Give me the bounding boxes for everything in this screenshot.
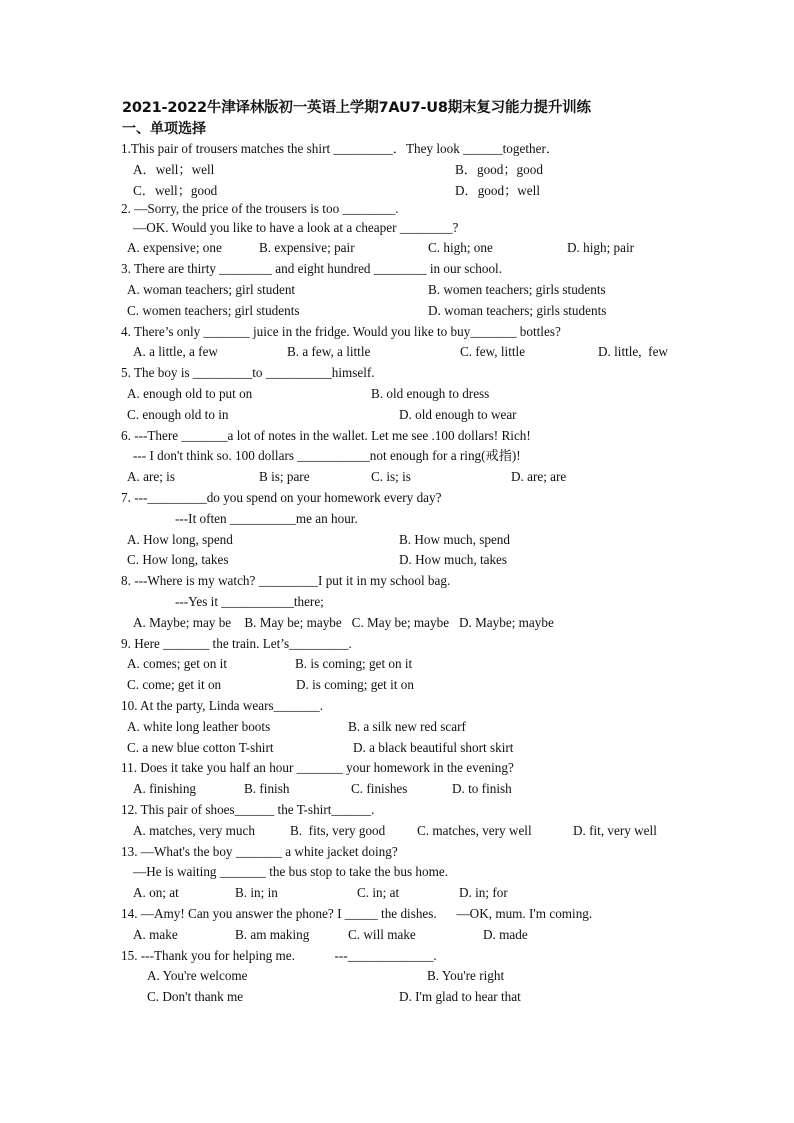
question-line: C. Don't thank me (147, 989, 244, 1004)
question-line: C. women teachers; girl students (127, 303, 300, 318)
question-line: D. to finish (452, 781, 512, 796)
question-line: C. come; get it on (127, 677, 222, 692)
question-line: A. matches, very much (133, 823, 255, 838)
question-line: C. How long, takes (127, 552, 229, 567)
question-line: A. white long leather boots (127, 719, 271, 734)
question-line: B. a few, a little (287, 344, 371, 359)
question-line: D. little, few (598, 344, 668, 359)
question-line: --- I don't think so. 100 dollars ___________not enough for a ring(戒指)! (133, 448, 521, 463)
question-line: D. is coming; get it on (296, 677, 414, 692)
question-line: D. old enough to wear (399, 407, 517, 422)
question-line: B. finish (244, 781, 290, 796)
question-line: 4. There’s only _______ juice in the fridge. Would you like to buy_______ bottles? (121, 324, 561, 339)
question-line: 14. —Amy! Can you answer the phone? I _____ the dishes. —OK, mum. I'm coming. (121, 906, 593, 921)
question-line: B. is coming; get on it (295, 656, 413, 671)
question-line: A. comes; get on it (127, 656, 227, 671)
question-line: A. Maybe; may be B. May be; maybe C. May be; maybe D. Maybe; maybe (133, 615, 554, 630)
question-line: C. finishes (351, 781, 408, 796)
question-line: D. woman teachers; girls students (428, 303, 607, 318)
question-line: 12. This pair of shoes______ the T-shirt______. (121, 802, 375, 817)
question-line: 10. At the party, Linda wears_______. (121, 698, 324, 713)
question-line: D. a black beautiful short skirt (353, 740, 514, 755)
question-line: 6. ---There _______a lot of notes in the wallet. Let me see .100 dollars! Rich! (121, 428, 531, 443)
question-line: A. expensive; one (127, 240, 222, 255)
question-line: A．well；well (133, 162, 215, 177)
question-line: C. few, little (460, 344, 526, 359)
question-line: D. How much, takes (399, 552, 508, 567)
question-line: C. enough old to in (127, 407, 229, 422)
question-line: A. enough old to put on (127, 386, 253, 401)
question-line: D. made (483, 927, 528, 942)
question-line: D. are; are (511, 469, 567, 484)
question-line: B. fits, very good (290, 823, 386, 838)
question-line: C. is; is (371, 469, 411, 484)
question-line: B．good；good (455, 162, 543, 177)
question-line: A. How long, spend (127, 532, 233, 547)
question-line: B. in; in (235, 885, 278, 900)
question-line: B. am making (235, 927, 310, 942)
question-line: C. will make (348, 927, 416, 942)
question-line: B. women teachers; girls students (428, 282, 606, 297)
question-line: —He is waiting _______ the bus stop to take the bus home. (133, 864, 448, 879)
question-line: ---It often __________me an hour. (175, 511, 358, 526)
question-line: 7. ---_________do you spend on your homework every day? (121, 490, 442, 505)
question-line: D．good；well (455, 183, 540, 198)
question-line: 1.This pair of trousers matches the shirt _________．They look ______together． (121, 141, 560, 156)
question-line: A. a little, a few (133, 344, 218, 359)
question-line: C. a new blue cotton T-shirt (127, 740, 274, 755)
question-line: B. You're right (427, 968, 505, 983)
question-line: A. You're welcome (147, 968, 248, 983)
question-line: A. finishing (133, 781, 197, 796)
question-line: D. fit, very well (573, 823, 657, 838)
question-line: 2. —Sorry, the price of the trousers is too ________. (121, 201, 399, 216)
question-line: C. in; at (357, 885, 400, 900)
question-line: D. I'm glad to hear that (399, 989, 521, 1004)
question-line: B. expensive; pair (259, 240, 355, 255)
question-line: 8. ---Where is my watch? _________I put it in my school bag. (121, 573, 451, 588)
question-line: A. on; at (133, 885, 179, 900)
document-title: 2021-2022牛津译林版初一英语上学期7AU7-U8期末复习能力提升训练 (122, 100, 591, 116)
question-line: 9. Here _______ the train. Let’s_________. (121, 636, 352, 651)
question-line: 5. The boy is _________to __________himself. (121, 365, 375, 380)
question-line: A. make (133, 927, 178, 942)
question-line: B. old enough to dress (371, 386, 490, 401)
question-line: D. high; pair (567, 240, 635, 255)
question-line: B is; pare (259, 469, 310, 484)
question-line: 13. —What's the boy _______ a white jacket doing? (121, 844, 398, 859)
question-line: —OK. Would you like to have a look at a cheaper ________? (133, 220, 459, 235)
section-heading: 一、单项选择 (122, 121, 206, 137)
question-line: 15. ---Thank you for helping me. ---_____________. (121, 948, 437, 963)
question-line: A. are; is (127, 469, 175, 484)
question-line: C. matches, very well (417, 823, 532, 838)
question-line: ---Yes it ___________there; (175, 594, 324, 609)
question-line: B. a silk new red scarf (348, 719, 466, 734)
question-line: 11. Does it take you half an hour _______ your homework in the evening? (121, 760, 514, 775)
question-line: D. in; for (459, 885, 508, 900)
question-line: B. How much, spend (399, 532, 510, 547)
question-line: 3. There are thirty ________ and eight hundred ________ in our school. (121, 261, 503, 276)
question-line: C．well；good (133, 183, 218, 198)
question-line: C. high; one (428, 240, 493, 255)
question-line: A. woman teachers; girl student (127, 282, 296, 297)
